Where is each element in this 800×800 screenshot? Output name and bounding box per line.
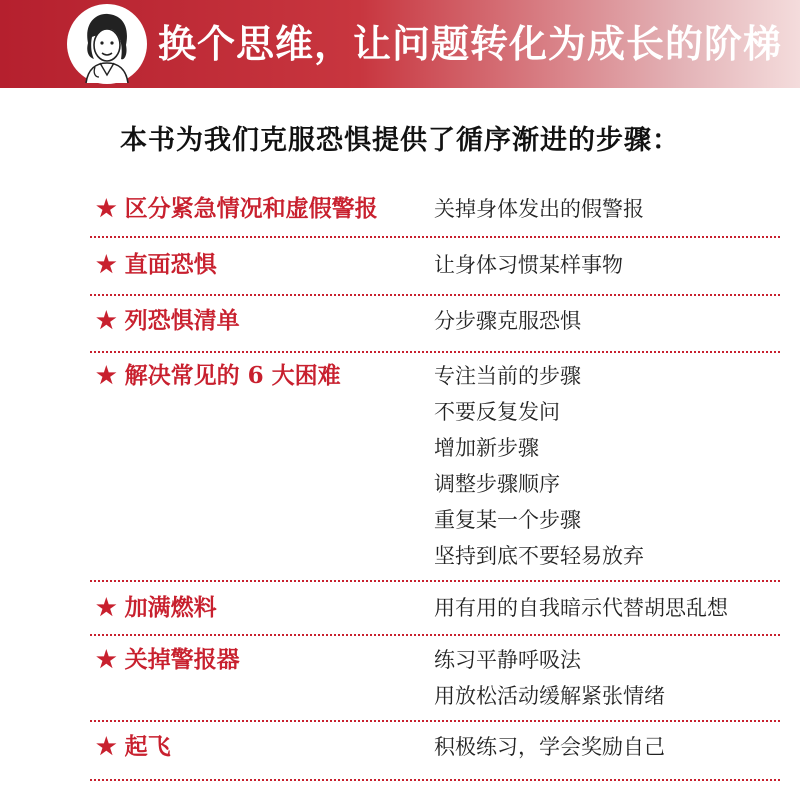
dotted-divider <box>90 720 780 722</box>
step-item: 专注当前的步骤 <box>434 364 581 388</box>
step-item: 用放松活动缓解紧张情绪 <box>434 684 665 708</box>
step-label-text: 起飞 <box>124 733 171 760</box>
star-icon: ★ <box>96 646 117 673</box>
step-item: 让身体习惯某样事物 <box>434 253 623 277</box>
step-item: 练习平静呼吸法 <box>434 648 581 672</box>
star-icon: ★ <box>96 362 117 389</box>
step-description <box>434 250 623 286</box>
step-item: 用有用的自我暗示代替胡思乱想 <box>434 596 728 620</box>
step-label <box>96 194 378 224</box>
author-avatar <box>66 3 148 85</box>
step-item: 关掉身体发出的假警报 <box>434 197 644 221</box>
dotted-divider <box>90 580 780 582</box>
step-item: 积极练习，学会奖励自己 <box>434 735 665 759</box>
header-banner <box>0 0 800 88</box>
step-label-text: 列恐惧清单 <box>124 307 240 334</box>
step-item: 分步骤克服恐惧 <box>434 309 581 333</box>
star-icon: ★ <box>96 251 117 278</box>
step-label-text: 解决常见的 6 大困难 <box>124 362 341 389</box>
step-label <box>96 593 217 623</box>
step-description <box>434 645 665 717</box>
step-label <box>96 306 240 336</box>
step-item: 坚持到底不要轻易放弃 <box>434 544 644 568</box>
step-label-text: 直面恐惧 <box>124 251 217 278</box>
star-icon: ★ <box>96 733 117 760</box>
step-description <box>434 194 644 230</box>
step-item: 增加新步骤 <box>434 436 539 460</box>
step-label <box>96 250 217 280</box>
step-item: 重复某一个步骤 <box>434 508 581 532</box>
dotted-divider <box>90 294 780 296</box>
dotted-divider <box>90 351 780 353</box>
step-item: 不要反复发问 <box>434 400 560 424</box>
step-item: 调整步骤顺序 <box>434 472 560 496</box>
banner-title: 换个思维，让问题转化为成长的阶梯 <box>158 21 783 66</box>
step-description <box>434 732 665 768</box>
step-label <box>96 361 341 391</box>
step-label <box>96 645 240 675</box>
step-description <box>434 361 644 577</box>
step-label-text: 关掉警报器 <box>124 646 240 673</box>
dotted-divider <box>90 634 780 636</box>
step-label-text: 加满燃料 <box>124 594 217 621</box>
star-icon: ★ <box>96 195 117 222</box>
dotted-divider <box>90 236 780 238</box>
star-icon: ★ <box>96 307 117 334</box>
subtitle: 本书为我们克服恐惧提供了循序渐进的步骤： <box>120 125 680 156</box>
step-label <box>96 732 171 762</box>
star-icon: ★ <box>96 594 117 621</box>
dotted-divider <box>90 779 780 781</box>
step-description <box>434 593 728 629</box>
step-label-text: 区分紧急情况和虚假警报 <box>124 195 378 222</box>
step-description <box>434 306 581 342</box>
